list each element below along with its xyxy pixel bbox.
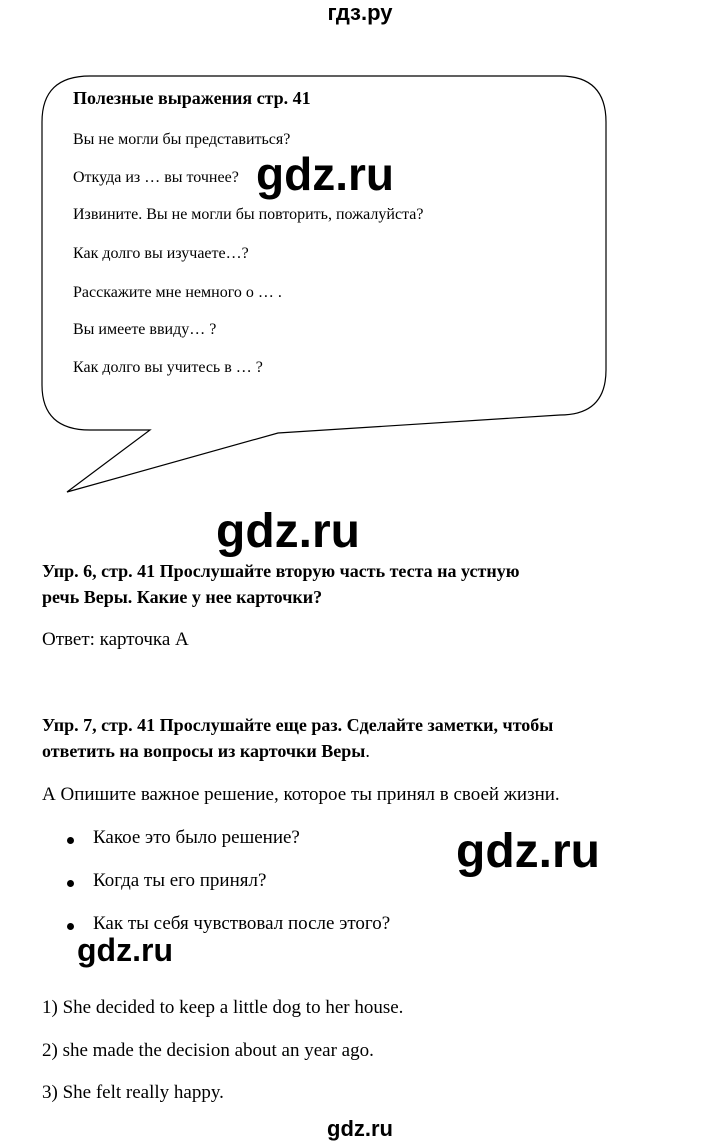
bubble-phrase: Как долго вы изучаете…? — [73, 245, 249, 262]
bubble-phrase: Как долго вы учитесь в … ? — [73, 359, 263, 376]
ex6-heading-line1: Упр. 6, стр. 41 Прослушайте вторую часть теста на устную — [42, 561, 520, 581]
bullet-item: Как ты себя чувствовал после этого? — [93, 913, 391, 934]
ex6-heading-line2: речь Веры. Какие у нее карточки? — [42, 587, 323, 607]
answer-line: 1) She decided to keep a little dog to her house. — [42, 997, 404, 1018]
ex6-answer: Ответ: карточка А — [42, 629, 189, 650]
bubble-phrase: Вы имеете ввиду… ? — [73, 321, 217, 338]
watermark: gdz.ru — [256, 148, 394, 200]
ex7-heading-line2: ответить на вопросы из карточки Веры — [42, 741, 366, 761]
site-header: гдз.ру — [327, 0, 393, 25]
answer-line: 3) She felt really happy. — [42, 1082, 224, 1103]
site-footer: gdz.ru — [327, 1116, 393, 1141]
bubble-phrase: Откуда из … вы точнее? — [73, 169, 239, 186]
ex7-task: А Опишите важное решение, которое ты принял в своей жизни. — [42, 784, 560, 805]
bullet-item: Какое это было решение? — [93, 827, 300, 848]
bullet-dot — [67, 923, 74, 930]
watermark: gdz.ru — [77, 932, 173, 968]
bullet-item: Когда ты его принял? — [93, 870, 267, 891]
watermark: gdz.ru — [216, 505, 360, 558]
bubble-phrase: Вы не могли бы представиться? — [73, 131, 291, 148]
bullet-dot — [67, 837, 74, 844]
ex7-heading-line1: Упр. 7, стр. 41 Прослушайте еще раз. Сделайте заметки, чтобы — [42, 715, 554, 735]
bubble-title: Полезные выражения стр. 41 — [73, 88, 311, 108]
bubble-phrase: Извините. Вы не могли бы повторить, пожалуйста? — [73, 206, 424, 223]
bubble-phrase: Расскажите мне немного о … . — [73, 284, 282, 301]
watermark: gdz.ru — [456, 825, 600, 878]
ex7-heading-period: . — [365, 741, 370, 761]
bullet-dot — [67, 880, 74, 887]
ex7-heading-line2-wrap — [42, 741, 370, 762]
answer-line: 2) she made the decision about an year ago. — [42, 1040, 374, 1061]
